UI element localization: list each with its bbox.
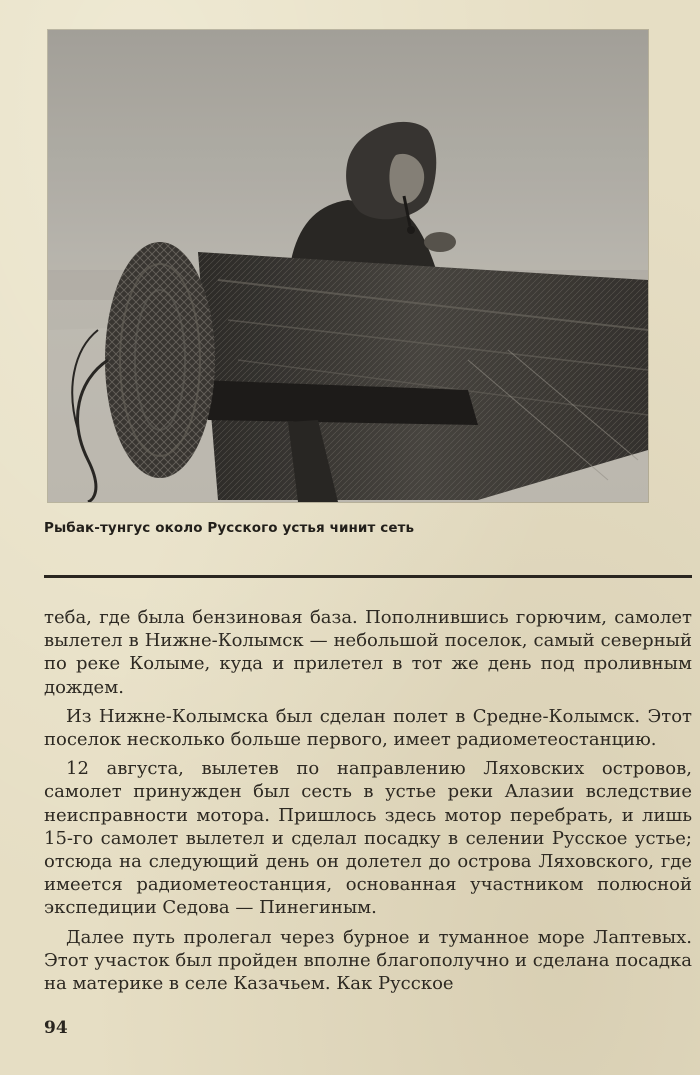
photo-illustration <box>48 30 648 502</box>
paragraph: 12 августа, вылетев по направлению Ляховских островов, самолет принужден был сесть в устье реки Алазии вследствие неисправности мотора. Пришлось здесь мотор перебрать, и лишь 15-го самолет вылетел и сделал посадку в селении Русское устье; отсюда на следующий день он долетел до острова Ляховского, где имеется радиометеостанция, основанная участником полюсной экспедиции Седова — Пинегиным. <box>44 758 692 919</box>
paragraph: теба, где была бензиновая база. Пополнившись горючим, самолет вылетел в Нижне-Колымск — небольшой поселок, самый северный по реке Колыме, куда и прилетел в тот же день под проливным дождем. <box>44 607 692 698</box>
figure-caption: Рыбак-тунгус около Русского устья чинит сеть <box>44 520 415 536</box>
body-text <box>44 606 692 1001</box>
paragraph: Далее путь пролегал через бурное и туманное море Лаптевых. Этот участок был пройден вполне благополучно и сделана посадка на материке в селе Казачьем. Как Русское <box>44 926 692 995</box>
photograph-fisherman-mending-net <box>48 30 648 502</box>
horizontal-rule <box>44 575 692 578</box>
paragraph: Из Нижне-Колымска был сделан полет в Средне-Колымск. Этот поселок несколько больше первого, имеет радиометеостанцию. <box>44 705 692 751</box>
page-number: 94 <box>44 1018 68 1038</box>
